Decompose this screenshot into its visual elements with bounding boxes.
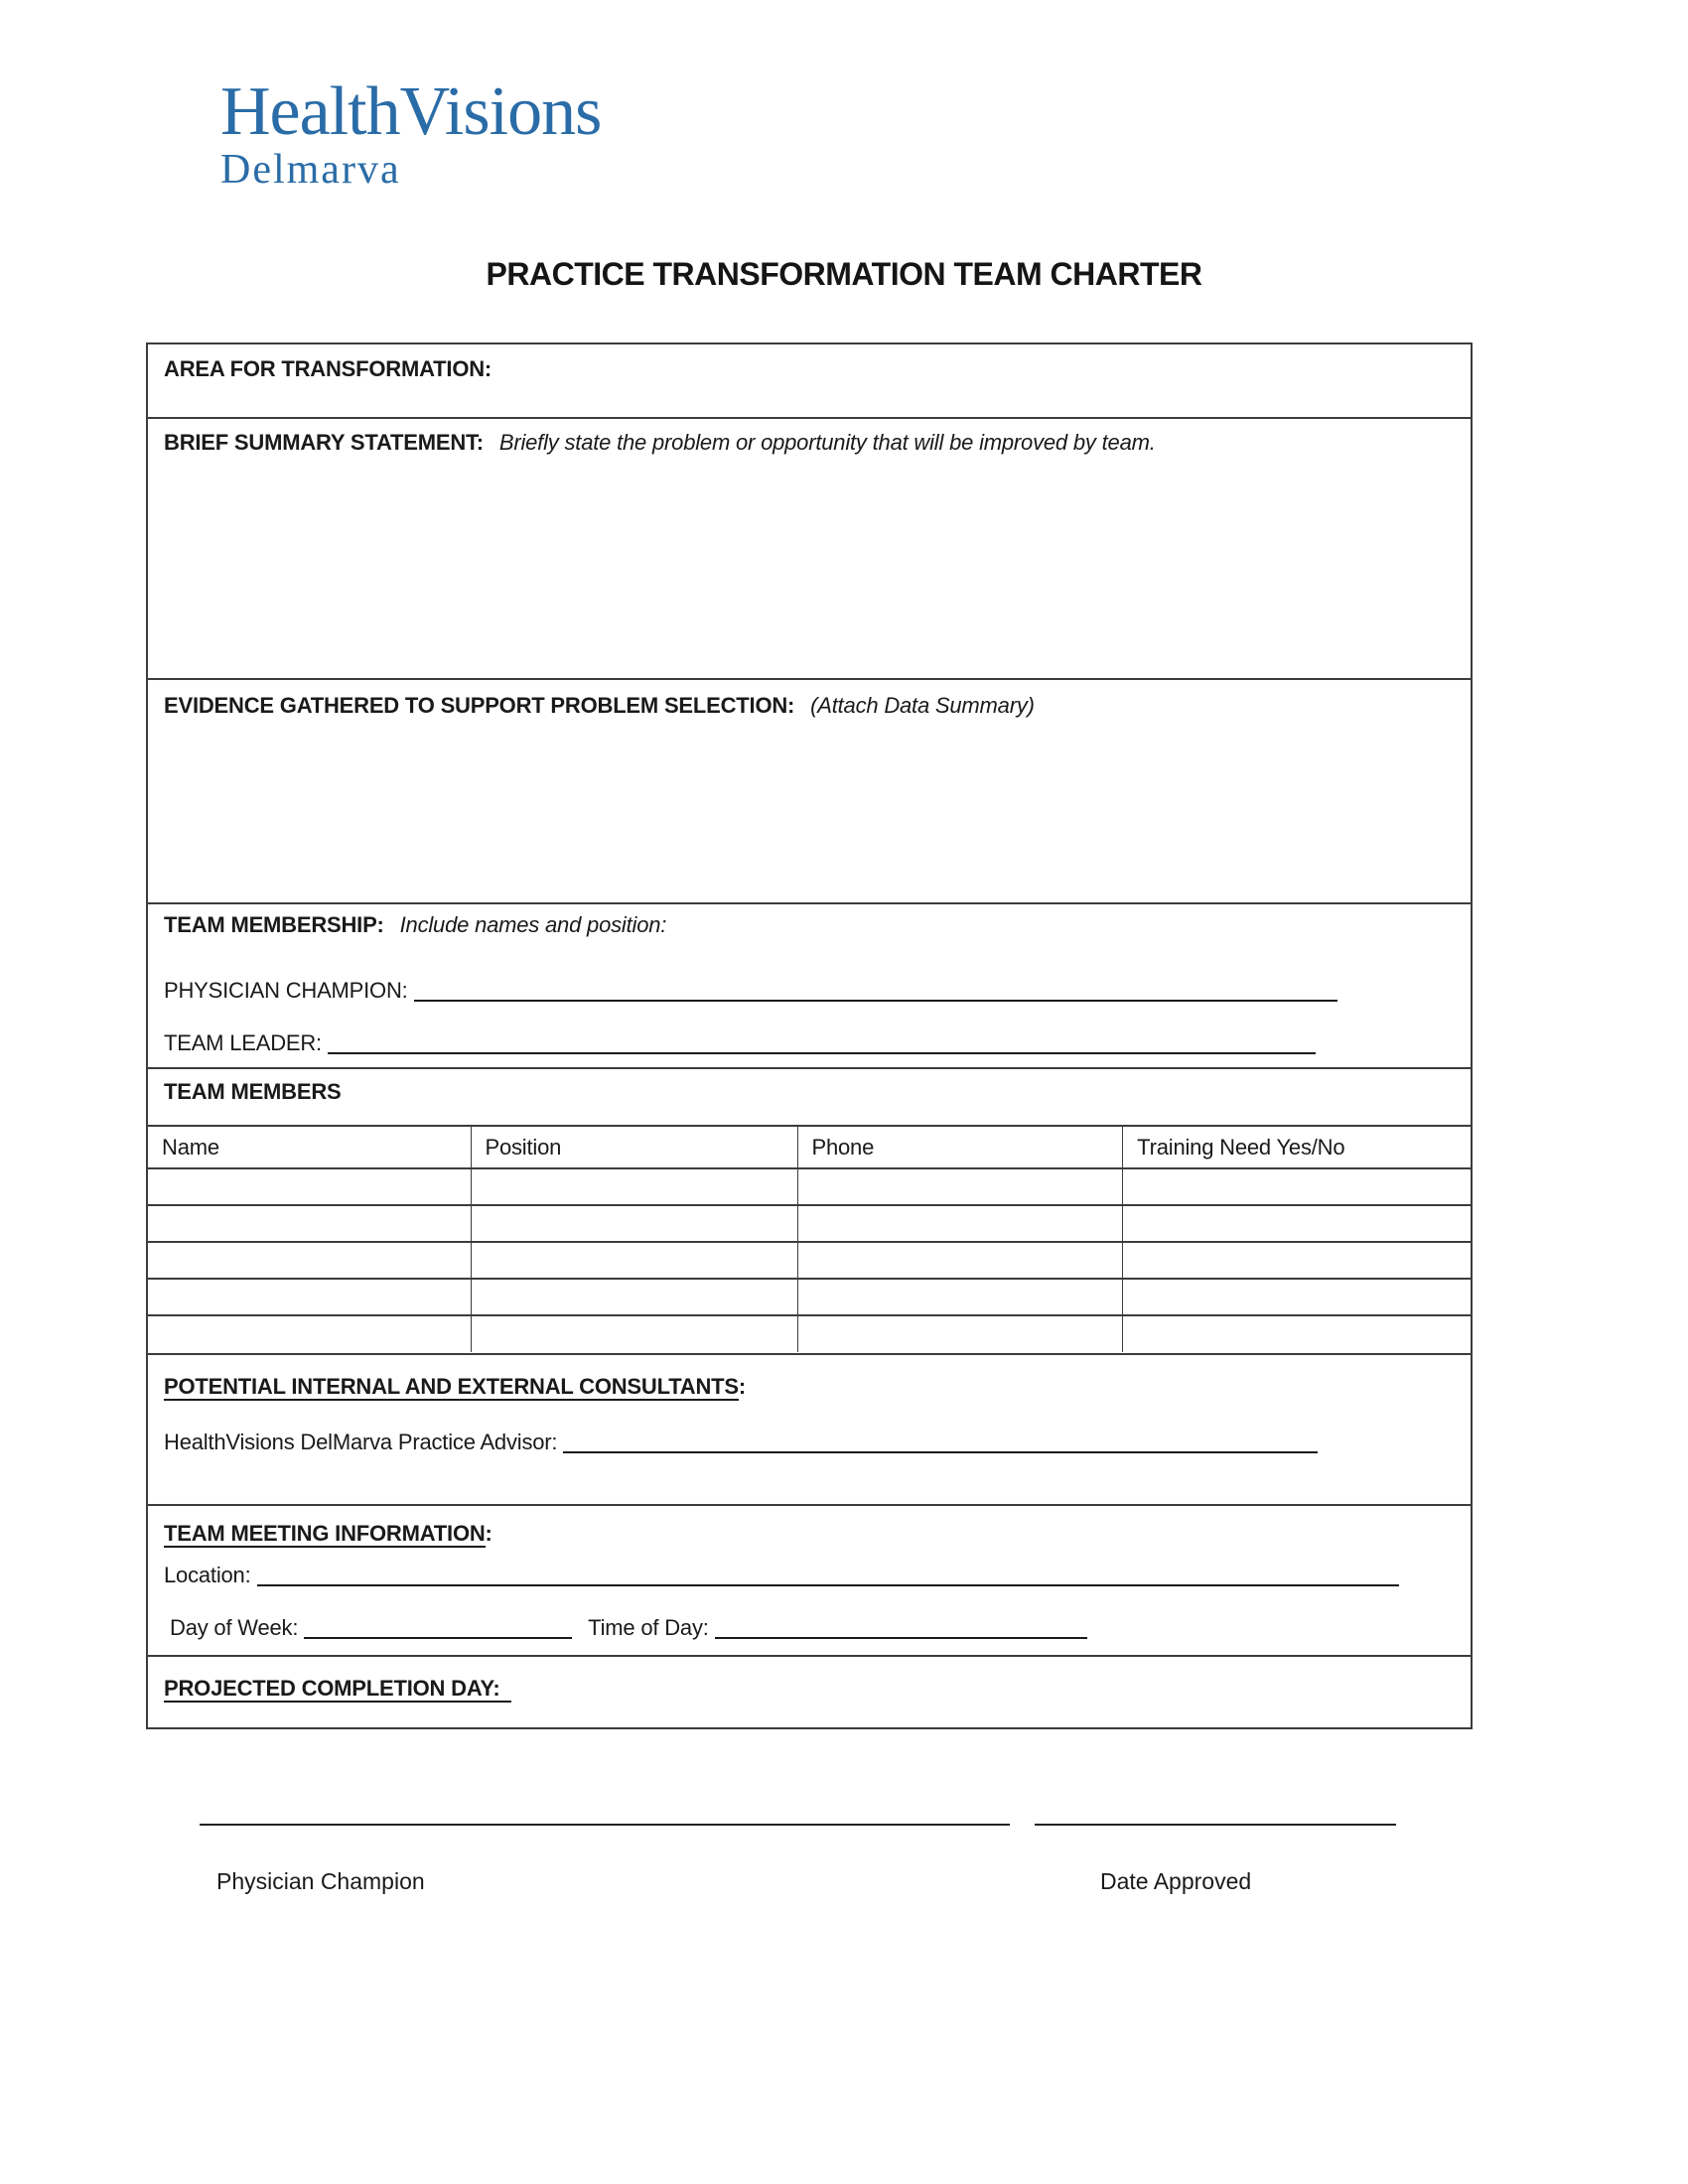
section-team-members-heading bbox=[148, 1069, 1471, 1127]
member-position-cell[interactable] bbox=[471, 1205, 797, 1242]
page-title: PRACTICE TRANSFORMATION TEAM CHARTER bbox=[486, 256, 1202, 292]
meeting-label: TEAM MEETING INFORMATION bbox=[164, 1521, 486, 1546]
location-label: Location: bbox=[164, 1562, 251, 1587]
section-area-for-transformation bbox=[148, 344, 1471, 419]
practice-advisor-fill-line[interactable] bbox=[563, 1447, 1318, 1453]
section-team-membership bbox=[148, 904, 1471, 1069]
section-consultants bbox=[148, 1355, 1471, 1506]
member-name-cell[interactable] bbox=[148, 1205, 471, 1242]
section-team-members-table bbox=[148, 1127, 1471, 1355]
membership-label: TEAM MEMBERSHIP: bbox=[164, 912, 384, 937]
member-training-cell[interactable] bbox=[1123, 1279, 1471, 1315]
member-training-cell[interactable] bbox=[1123, 1168, 1471, 1205]
member-name-cell[interactable] bbox=[148, 1279, 471, 1315]
date-approved-signature-label: Date Approved bbox=[1100, 1868, 1252, 1894]
team-leader-fill-line[interactable] bbox=[328, 1048, 1316, 1054]
day-time-row bbox=[170, 1614, 1455, 1642]
table-row bbox=[148, 1168, 1471, 1205]
member-training-cell[interactable] bbox=[1123, 1205, 1471, 1242]
consultants-label: POTENTIAL INTERNAL AND EXTERNAL CONSULTANTS bbox=[164, 1374, 739, 1399]
team-leader-label: TEAM LEADER: bbox=[164, 1030, 322, 1055]
membership-heading bbox=[164, 911, 1455, 939]
practice-advisor-label: HealthVisions DelMarva Practice Advisor: bbox=[164, 1429, 558, 1454]
member-name-cell[interactable] bbox=[148, 1168, 471, 1205]
time-of-day-fill-line[interactable] bbox=[715, 1633, 1087, 1639]
logo-location: Delmarva bbox=[220, 147, 401, 193]
evidence-hint: (Attach Data Summary) bbox=[810, 693, 1035, 718]
team-leader-row bbox=[164, 1029, 1455, 1057]
section-evidence bbox=[148, 680, 1471, 904]
member-phone-cell[interactable] bbox=[797, 1315, 1123, 1352]
member-training-cell[interactable] bbox=[1123, 1315, 1471, 1352]
charter-form bbox=[146, 342, 1473, 1729]
member-training-cell[interactable] bbox=[1123, 1242, 1471, 1279]
member-phone-cell[interactable] bbox=[797, 1205, 1123, 1242]
section-projected-completion bbox=[148, 1657, 1471, 1727]
table-row bbox=[148, 1279, 1471, 1315]
day-of-week-label: Day of Week: bbox=[170, 1615, 299, 1640]
member-phone-cell[interactable] bbox=[797, 1279, 1123, 1315]
projected-completion-label: PROJECTED COMPLETION DAY: bbox=[164, 1676, 511, 1703]
membership-hint: Include names and position: bbox=[399, 912, 667, 937]
physician-champion-label: PHYSICIAN CHAMPION: bbox=[164, 977, 408, 1003]
section-brief-summary bbox=[148, 419, 1471, 680]
consultants-heading bbox=[164, 1373, 1455, 1401]
physician-champion-row bbox=[164, 977, 1455, 1005]
section-meeting-info bbox=[148, 1506, 1471, 1657]
location-row bbox=[164, 1562, 1455, 1589]
logo-name: HealthVisions bbox=[220, 73, 602, 150]
column-header-name: Name bbox=[148, 1127, 471, 1168]
location-fill-line[interactable] bbox=[257, 1580, 1399, 1586]
time-of-day-label: Time of Day: bbox=[588, 1615, 709, 1640]
team-members-table bbox=[148, 1127, 1471, 1352]
table-header-row bbox=[148, 1127, 1471, 1168]
physician-champion-fill-line[interactable] bbox=[414, 996, 1337, 1002]
physician-champion-signature-line[interactable] bbox=[200, 1824, 1010, 1826]
member-position-cell[interactable] bbox=[471, 1279, 797, 1315]
column-header-phone: Phone bbox=[797, 1127, 1123, 1168]
column-header-position: Position bbox=[471, 1127, 797, 1168]
table-row bbox=[148, 1315, 1471, 1352]
date-approved-signature-line[interactable] bbox=[1035, 1824, 1396, 1826]
member-phone-cell[interactable] bbox=[797, 1168, 1123, 1205]
meeting-colon: : bbox=[485, 1521, 492, 1546]
column-header-training: Training Need Yes/No bbox=[1137, 1134, 1345, 1160]
healthvisions-logo bbox=[220, 73, 602, 193]
summary-hint: Briefly state the problem or opportunity that will be improved by team. bbox=[498, 430, 1156, 455]
day-of-week-fill-line[interactable] bbox=[304, 1633, 572, 1639]
meeting-heading bbox=[164, 1520, 1455, 1548]
member-phone-cell[interactable] bbox=[797, 1242, 1123, 1279]
evidence-label: EVIDENCE GATHERED TO SUPPORT PROBLEM SELECTION: bbox=[164, 693, 795, 718]
area-label: AREA FOR TRANSFORMATION: bbox=[164, 356, 492, 381]
member-name-cell[interactable] bbox=[148, 1315, 471, 1352]
physician-champion-signature-label: Physician Champion bbox=[216, 1868, 425, 1894]
member-position-cell[interactable] bbox=[471, 1315, 797, 1352]
team-members-label: TEAM MEMBERS bbox=[164, 1079, 342, 1104]
table-row bbox=[148, 1242, 1471, 1279]
member-position-cell[interactable] bbox=[471, 1242, 797, 1279]
member-position-cell[interactable] bbox=[471, 1168, 797, 1205]
practice-advisor-row bbox=[164, 1429, 1455, 1456]
member-name-cell[interactable] bbox=[148, 1242, 471, 1279]
consultants-colon: : bbox=[738, 1374, 747, 1399]
summary-label: BRIEF SUMMARY STATEMENT: bbox=[164, 430, 484, 455]
table-row bbox=[148, 1205, 1471, 1242]
